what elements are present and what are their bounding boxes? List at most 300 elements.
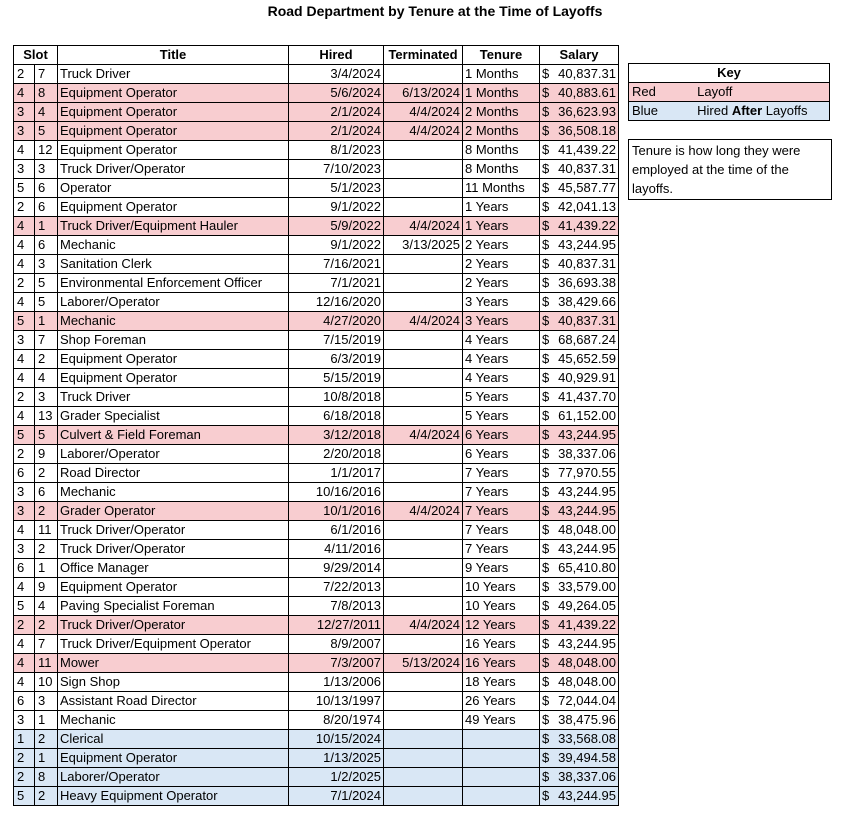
table-row: [14, 388, 619, 407]
table-row: [14, 198, 619, 217]
salary-cell: [540, 65, 619, 84]
table-row: [14, 730, 619, 749]
hired-cell: 9/1/2022: [289, 236, 384, 255]
slot-group-cell: 4: [14, 217, 35, 236]
terminated-cell: [384, 369, 463, 388]
tenure-cell: 4 Years: [463, 331, 540, 350]
salary-amount: 36,508.18: [558, 123, 616, 138]
table-row: [14, 578, 619, 597]
terminated-cell: [384, 388, 463, 407]
table-row: [14, 407, 619, 426]
table-row: [14, 426, 619, 445]
salary-amount: 65,410.80: [558, 560, 616, 575]
currency-symbol: $: [542, 693, 550, 708]
currency-symbol: $: [542, 541, 550, 556]
currency-symbol: $: [542, 256, 550, 271]
slot-number-cell: 2: [35, 730, 58, 749]
terminated-cell: [384, 407, 463, 426]
slot-number-cell: 4: [35, 597, 58, 616]
slot-number-cell: 6: [35, 198, 58, 217]
tenure-cell: 3 Years: [463, 312, 540, 331]
salary-amount: 45,587.77: [558, 180, 616, 195]
terminated-cell: 4/4/2024: [384, 122, 463, 141]
title-cell: Road Director: [58, 464, 289, 483]
hired-cell: 9/29/2014: [289, 559, 384, 578]
hired-cell: 8/20/1974: [289, 711, 384, 730]
header-slot: Slot: [14, 46, 58, 65]
slot-number-cell: 1: [35, 312, 58, 331]
terminated-cell: [384, 578, 463, 597]
salary-amount: 38,429.66: [558, 294, 616, 309]
terminated-cell: 4/4/2024: [384, 312, 463, 331]
key-heading: Key: [629, 64, 830, 83]
currency-symbol: $: [542, 484, 550, 499]
slot-group-cell: 2: [14, 65, 35, 84]
currency-symbol: $: [542, 617, 550, 632]
tenure-cell: 1 Years: [463, 217, 540, 236]
header-terminated: Terminated: [384, 46, 463, 65]
tenure-cell: 10 Years: [463, 578, 540, 597]
header-row: [14, 46, 619, 65]
terminated-cell: 4/4/2024: [384, 502, 463, 521]
salary-cell: [540, 407, 619, 426]
slot-group-cell: 6: [14, 692, 35, 711]
title-cell: Truck Driver: [58, 65, 289, 84]
hired-cell: 9/1/2022: [289, 198, 384, 217]
salary-amount: 38,475.96: [558, 712, 616, 727]
slot-group-cell: 4: [14, 407, 35, 426]
currency-symbol: $: [542, 180, 550, 195]
title-cell: Mower: [58, 654, 289, 673]
title-cell: Equipment Operator: [58, 122, 289, 141]
title-cell: Laborer/Operator: [58, 445, 289, 464]
terminated-cell: 4/4/2024: [384, 103, 463, 122]
salary-cell: [540, 502, 619, 521]
slot-number-cell: 9: [35, 445, 58, 464]
hired-cell: 6/3/2019: [289, 350, 384, 369]
salary-cell: [540, 103, 619, 122]
title-cell: Truck Driver/Operator: [58, 160, 289, 179]
title-cell: Heavy Equipment Operator: [58, 787, 289, 806]
table-row: [14, 711, 619, 730]
slot-group-cell: 6: [14, 464, 35, 483]
slot-group-cell: 4: [14, 521, 35, 540]
salary-cell: [540, 483, 619, 502]
slot-number-cell: 6: [35, 179, 58, 198]
currency-symbol: $: [542, 712, 550, 727]
slot-number-cell: 1: [35, 749, 58, 768]
salary-amount: 41,437.70: [558, 389, 616, 404]
salary-cell: [540, 369, 619, 388]
salary-cell: [540, 84, 619, 103]
hired-cell: 7/3/2007: [289, 654, 384, 673]
salary-cell: [540, 768, 619, 787]
table-row: [14, 692, 619, 711]
roster-table: [13, 45, 619, 806]
table-row: [14, 350, 619, 369]
tenure-cell: 26 Years: [463, 692, 540, 711]
terminated-cell: [384, 787, 463, 806]
key-blue-bold: After: [731, 103, 763, 118]
slot-group-cell: 5: [14, 597, 35, 616]
tenure-cell: 7 Years: [463, 464, 540, 483]
tenure-cell: 10 Years: [463, 597, 540, 616]
salary-amount: 61,152.00: [558, 408, 616, 423]
key-blue-pre: Hired: [697, 103, 732, 118]
hired-cell: 2/1/2024: [289, 122, 384, 141]
currency-symbol: $: [542, 636, 550, 651]
hired-cell: 2/1/2024: [289, 103, 384, 122]
salary-cell: [540, 711, 619, 730]
title-cell: Paving Specialist Foreman: [58, 597, 289, 616]
header-tenure: Tenure: [463, 46, 540, 65]
salary-cell: [540, 312, 619, 331]
tenure-cell: 2 Months: [463, 122, 540, 141]
slot-group-cell: 3: [14, 331, 35, 350]
salary-cell: [540, 217, 619, 236]
title-cell: Mechanic: [58, 312, 289, 331]
tenure-cell: [463, 787, 540, 806]
table-row: [14, 122, 619, 141]
table-row: [14, 654, 619, 673]
slot-number-cell: 11: [35, 521, 58, 540]
salary-cell: [540, 540, 619, 559]
hired-cell: 7/16/2021: [289, 255, 384, 274]
title-cell: Mechanic: [58, 483, 289, 502]
title-cell: Sanitation Clerk: [58, 255, 289, 274]
salary-cell: [540, 692, 619, 711]
table-row: [14, 141, 619, 160]
table-row: [14, 65, 619, 84]
hired-cell: 3/4/2024: [289, 65, 384, 84]
table-row: [14, 331, 619, 350]
salary-amount: 42,041.13: [558, 199, 616, 214]
tenure-cell: 8 Months: [463, 160, 540, 179]
slot-group-cell: 3: [14, 483, 35, 502]
terminated-cell: [384, 692, 463, 711]
hired-cell: 12/16/2020: [289, 293, 384, 312]
slot-number-cell: 7: [35, 635, 58, 654]
title-cell: Culvert & Field Foreman: [58, 426, 289, 445]
slot-number-cell: 6: [35, 236, 58, 255]
salary-amount: 43,244.95: [558, 788, 616, 803]
terminated-cell: [384, 673, 463, 692]
title-cell: Assistant Road Director: [58, 692, 289, 711]
hired-cell: 10/1/2016: [289, 502, 384, 521]
title-cell: Environmental Enforcement Officer: [58, 274, 289, 293]
terminated-cell: [384, 350, 463, 369]
salary-cell: [540, 179, 619, 198]
table-row: [14, 749, 619, 768]
currency-symbol: $: [542, 237, 550, 252]
currency-symbol: $: [542, 408, 550, 423]
table-row: [14, 616, 619, 635]
currency-symbol: $: [542, 769, 550, 784]
slot-group-cell: 4: [14, 578, 35, 597]
title-cell: Equipment Operator: [58, 578, 289, 597]
salary-cell: [540, 198, 619, 217]
slot-group-cell: 3: [14, 502, 35, 521]
slot-group-cell: 4: [14, 293, 35, 312]
currency-symbol: $: [542, 123, 550, 138]
slot-number-cell: 10: [35, 673, 58, 692]
salary-cell: [540, 331, 619, 350]
tenure-cell: 2 Years: [463, 236, 540, 255]
hired-cell: 7/1/2024: [289, 787, 384, 806]
tenure-cell: 5 Years: [463, 407, 540, 426]
title-cell: Office Manager: [58, 559, 289, 578]
terminated-cell: [384, 483, 463, 502]
hired-cell: 6/1/2016: [289, 521, 384, 540]
hired-cell: 5/6/2024: [289, 84, 384, 103]
slot-number-cell: 3: [35, 692, 58, 711]
title-cell: Truck Driver/Operator: [58, 521, 289, 540]
currency-symbol: $: [542, 351, 550, 366]
slot-group-cell: 4: [14, 654, 35, 673]
table-row: [14, 673, 619, 692]
terminated-cell: [384, 331, 463, 350]
title-cell: Truck Driver/Operator: [58, 616, 289, 635]
key-red-meaning: Layoff: [694, 83, 829, 102]
table-row: [14, 293, 619, 312]
terminated-cell: 6/13/2024: [384, 84, 463, 103]
currency-symbol: $: [542, 85, 550, 100]
slot-number-cell: 5: [35, 274, 58, 293]
table-row: [14, 540, 619, 559]
slot-group-cell: 2: [14, 616, 35, 635]
terminated-cell: [384, 293, 463, 312]
salary-amount: 48,048.00: [558, 522, 616, 537]
currency-symbol: $: [542, 199, 550, 214]
currency-symbol: $: [542, 142, 550, 157]
currency-symbol: $: [542, 313, 550, 328]
hired-cell: 2/20/2018: [289, 445, 384, 464]
title-cell: Operator: [58, 179, 289, 198]
slot-number-cell: 2: [35, 502, 58, 521]
tenure-cell: 2 Years: [463, 255, 540, 274]
slot-group-cell: 4: [14, 350, 35, 369]
title-cell: Truck Driver/Operator: [58, 540, 289, 559]
slot-group-cell: 4: [14, 141, 35, 160]
title-cell: Truck Driver/Equipment Hauler: [58, 217, 289, 236]
key-red-label: Red: [629, 83, 695, 102]
title-cell: Equipment Operator: [58, 103, 289, 122]
salary-amount: 40,837.31: [558, 161, 616, 176]
terminated-cell: [384, 198, 463, 217]
salary-amount: 33,568.08: [558, 731, 616, 746]
hired-cell: 1/13/2025: [289, 749, 384, 768]
hired-cell: 8/9/2007: [289, 635, 384, 654]
hired-cell: 7/1/2021: [289, 274, 384, 293]
tenure-cell: 1 Years: [463, 198, 540, 217]
title-cell: Equipment Operator: [58, 369, 289, 388]
title-cell: Grader Operator: [58, 502, 289, 521]
table-row: [14, 160, 619, 179]
title-cell: Equipment Operator: [58, 141, 289, 160]
slot-group-cell: 5: [14, 312, 35, 331]
title-cell: Truck Driver/Equipment Operator: [58, 635, 289, 654]
slot-number-cell: 9: [35, 578, 58, 597]
currency-symbol: $: [542, 370, 550, 385]
slot-group-cell: 3: [14, 122, 35, 141]
key-blue-label: Blue: [629, 102, 695, 121]
tenure-cell: 16 Years: [463, 654, 540, 673]
salary-cell: [540, 521, 619, 540]
tenure-cell: 49 Years: [463, 711, 540, 730]
salary-cell: [540, 236, 619, 255]
tenure-cell: 8 Months: [463, 141, 540, 160]
roster-body: [14, 65, 619, 806]
terminated-cell: [384, 464, 463, 483]
tenure-cell: 3 Years: [463, 293, 540, 312]
salary-amount: 36,693.38: [558, 275, 616, 290]
tenure-cell: 18 Years: [463, 673, 540, 692]
hired-cell: 12/27/2011: [289, 616, 384, 635]
hired-cell: 3/12/2018: [289, 426, 384, 445]
hired-cell: 5/9/2022: [289, 217, 384, 236]
currency-symbol: $: [542, 389, 550, 404]
slot-group-cell: 2: [14, 198, 35, 217]
table-row: [14, 255, 619, 274]
currency-symbol: $: [542, 427, 550, 442]
currency-symbol: $: [542, 104, 550, 119]
slot-group-cell: 2: [14, 274, 35, 293]
salary-amount: 40,837.31: [558, 66, 616, 81]
currency-symbol: $: [542, 161, 550, 176]
tenure-cell: 16 Years: [463, 635, 540, 654]
tenure-cell: 7 Years: [463, 521, 540, 540]
slot-number-cell: 13: [35, 407, 58, 426]
terminated-cell: [384, 768, 463, 787]
terminated-cell: [384, 274, 463, 293]
hired-cell: 7/8/2013: [289, 597, 384, 616]
terminated-cell: 3/13/2025: [384, 236, 463, 255]
slot-number-cell: 7: [35, 331, 58, 350]
hired-cell: 4/11/2016: [289, 540, 384, 559]
title-cell: Equipment Operator: [58, 749, 289, 768]
hired-cell: 5/15/2019: [289, 369, 384, 388]
slot-group-cell: 1: [14, 730, 35, 749]
salary-amount: 43,244.95: [558, 636, 616, 651]
key-row-blue: [629, 102, 830, 121]
currency-symbol: $: [542, 579, 550, 594]
salary-cell: [540, 787, 619, 806]
table-row: [14, 559, 619, 578]
currency-symbol: $: [542, 750, 550, 765]
terminated-cell: [384, 65, 463, 84]
slot-group-cell: 2: [14, 768, 35, 787]
tenure-cell: 9 Years: [463, 559, 540, 578]
currency-symbol: $: [542, 522, 550, 537]
slot-group-cell: 2: [14, 445, 35, 464]
salary-cell: [540, 635, 619, 654]
table-row: [14, 483, 619, 502]
title-cell: Equipment Operator: [58, 84, 289, 103]
salary-cell: [540, 673, 619, 692]
tenure-cell: 12 Years: [463, 616, 540, 635]
table-row: [14, 768, 619, 787]
currency-symbol: $: [542, 446, 550, 461]
salary-cell: [540, 749, 619, 768]
table-row: [14, 464, 619, 483]
slot-group-cell: 5: [14, 787, 35, 806]
slot-number-cell: 5: [35, 293, 58, 312]
slot-group-cell: 5: [14, 426, 35, 445]
hired-cell: 7/22/2013: [289, 578, 384, 597]
slot-number-cell: 2: [35, 350, 58, 369]
tenure-cell: 7 Years: [463, 502, 540, 521]
hired-cell: 8/1/2023: [289, 141, 384, 160]
salary-amount: 40,837.31: [558, 256, 616, 271]
slot-number-cell: 4: [35, 369, 58, 388]
hired-cell: 10/15/2024: [289, 730, 384, 749]
salary-cell: [540, 160, 619, 179]
tenure-cell: [463, 730, 540, 749]
slot-number-cell: 8: [35, 768, 58, 787]
tenure-cell: 1 Months: [463, 65, 540, 84]
slot-group-cell: 4: [14, 635, 35, 654]
salary-cell: [540, 597, 619, 616]
hired-cell: 7/10/2023: [289, 160, 384, 179]
terminated-cell: [384, 635, 463, 654]
salary-cell: [540, 255, 619, 274]
salary-amount: 41,439.22: [558, 617, 616, 632]
salary-amount: 43,244.95: [558, 503, 616, 518]
table-row: [14, 312, 619, 331]
tenure-cell: 6 Years: [463, 426, 540, 445]
title-cell: Equipment Operator: [58, 350, 289, 369]
hired-cell: 1/13/2006: [289, 673, 384, 692]
hired-cell: 1/2/2025: [289, 768, 384, 787]
title-cell: Laborer/Operator: [58, 768, 289, 787]
table-row: [14, 521, 619, 540]
tenure-note: Tenure is how long they were employed at the time of the layoffs.: [628, 139, 832, 200]
slot-number-cell: 7: [35, 65, 58, 84]
slot-number-cell: 1: [35, 711, 58, 730]
tenure-cell: 1 Months: [463, 84, 540, 103]
terminated-cell: [384, 445, 463, 464]
hired-cell: 7/15/2019: [289, 331, 384, 350]
salary-cell: [540, 293, 619, 312]
currency-symbol: $: [542, 655, 550, 670]
slot-group-cell: 5: [14, 179, 35, 198]
currency-symbol: $: [542, 218, 550, 233]
slot-group-cell: 4: [14, 255, 35, 274]
slot-group-cell: 4: [14, 673, 35, 692]
header-hired: Hired: [289, 46, 384, 65]
hired-cell: 10/8/2018: [289, 388, 384, 407]
slot-group-cell: 6: [14, 559, 35, 578]
terminated-cell: [384, 521, 463, 540]
table-row: [14, 103, 619, 122]
salary-amount: 72,044.04: [558, 693, 616, 708]
salary-cell: [540, 559, 619, 578]
title-cell: Sign Shop: [58, 673, 289, 692]
hired-cell: 6/18/2018: [289, 407, 384, 426]
salary-amount: 43,244.95: [558, 237, 616, 252]
tenure-cell: [463, 749, 540, 768]
tenure-cell: 2 Months: [463, 103, 540, 122]
salary-amount: 77,970.55: [558, 465, 616, 480]
currency-symbol: $: [542, 598, 550, 613]
slot-number-cell: 2: [35, 464, 58, 483]
slot-group-cell: 4: [14, 84, 35, 103]
salary-cell: [540, 578, 619, 597]
terminated-cell: [384, 141, 463, 160]
salary-amount: 39,494.58: [558, 750, 616, 765]
tenure-cell: 7 Years: [463, 540, 540, 559]
slot-group-cell: 3: [14, 103, 35, 122]
